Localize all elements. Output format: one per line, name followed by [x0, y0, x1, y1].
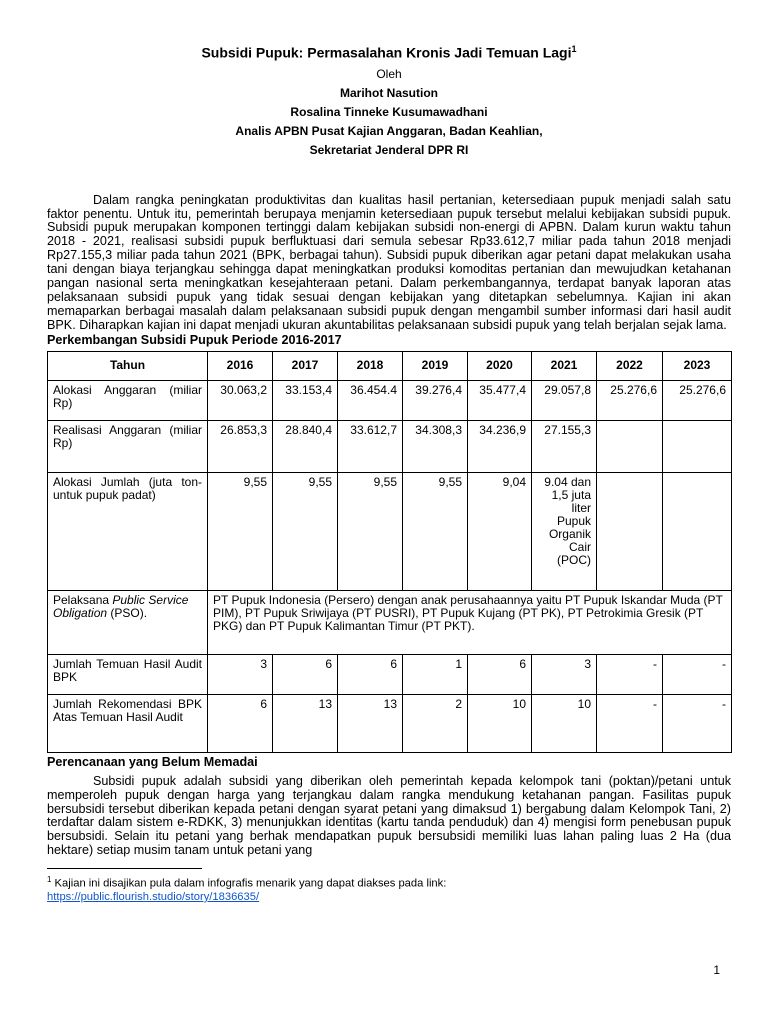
- table-cell: 9,55: [273, 472, 338, 590]
- table-cell: 9,55: [208, 472, 273, 590]
- table-row-pelaksana-pso: [48, 590, 732, 654]
- table-cell: -: [663, 654, 732, 694]
- table-cell: 10: [532, 694, 597, 752]
- row-label: [48, 590, 208, 654]
- table-cell-merged: PT Pupuk Indonesia (Persero) dengan anak perusahaannya yaitu PT Pupuk Iskandar Muda (PT PIM), PT Pupuk Sriwijaya (PT PUSRI), PT Pupuk Kujang (PT PK), PT Petrokimia Gresik (PT PKG) dan PT Pupuk Kalimantan Timur (PT PKT).: [208, 590, 732, 654]
- table-cell: 3: [532, 654, 597, 694]
- table-cell: 34.236,9: [468, 420, 532, 472]
- table-cell: 6: [273, 654, 338, 694]
- row-label: Alokasi Anggaran (miliar Rp): [48, 380, 208, 420]
- table-row-alokasi-jumlah: [48, 472, 732, 590]
- table-cell: [663, 472, 732, 590]
- table-cell: [663, 420, 732, 472]
- footnote-marker: 1: [47, 875, 52, 885]
- row-label: Jumlah Temuan Hasil Audit BPK: [48, 654, 208, 694]
- header-cell: 2023: [663, 351, 732, 380]
- table-row-alokasi-anggaran: [48, 380, 732, 420]
- footnote-divider: [47, 868, 202, 869]
- header-cell: 2018: [338, 351, 403, 380]
- table-cell: 3: [208, 654, 273, 694]
- author-1: Marihot Nasution: [340, 85, 438, 100]
- table-cell: 30.063,2: [208, 380, 273, 420]
- table-cell: 29.057,8: [532, 380, 597, 420]
- table-cell: 25.276,6: [663, 380, 732, 420]
- table-cell: 9,55: [403, 472, 468, 590]
- author-2: Rosalina Tinneke Kusumawadhani: [290, 104, 488, 119]
- table-cell: 9.04 dan 1,5 juta liter Pupuk Organik Cair (POC): [532, 472, 597, 590]
- table-cell: 13: [273, 694, 338, 752]
- table-cell: 28.840,4: [273, 420, 338, 472]
- table-cell: -: [663, 694, 732, 752]
- document-page: [47, 40, 731, 904]
- header-cell: Tahun: [48, 351, 208, 380]
- document-title: [47, 40, 731, 62]
- table-cell: [597, 420, 663, 472]
- subsidy-table: [47, 351, 732, 753]
- table-cell: 39.276,4: [403, 380, 468, 420]
- page-number: 1: [713, 963, 720, 977]
- header-cell: 2020: [468, 351, 532, 380]
- table-cell: 36.454.4: [338, 380, 403, 420]
- table-cell: 2: [403, 694, 468, 752]
- table-cell: -: [597, 694, 663, 752]
- table-cell: 34.308,3: [403, 420, 468, 472]
- row-label-italic: Public Service Obligation: [53, 592, 189, 620]
- row-label-prefix: Pelaksana: [53, 592, 113, 607]
- header-cell: 2019: [403, 351, 468, 380]
- footnote: [47, 873, 731, 904]
- table-section-title: Perkembangan Subsidi Pupuk Periode 2016-2017: [47, 332, 342, 347]
- table-cell: 9,55: [338, 472, 403, 590]
- footnote-link[interactable]: https://public.flourish.studio/story/1836635/: [47, 890, 260, 903]
- affiliation-line-2: Sekretariat Jenderal DPR RI: [309, 142, 469, 157]
- table-header-row: [48, 351, 732, 380]
- table-row-jumlah-temuan: [48, 654, 732, 694]
- table-cell: 27.155,3: [532, 420, 597, 472]
- header-cell: 2021: [532, 351, 597, 380]
- table-cell: 25.276,6: [597, 380, 663, 420]
- intro-paragraph: Dalam rangka peningkatan produktivitas dan kualitas hasil pertanian, ketersediaan pupuk menjadi salah satu faktor penentu. Untuk itu, pemerintah berupaya menjamin ketersediaan pupuk tersebut melalui kebijakan subsidi pupuk. Subsidi pupuk merupakan komponen tertinggi dalam kebijakan subsidi non-energi di APBN. Dalam kurun waktu tahun 2018 - 2021, realisasi subsidi pupuk berfluktuasi dari semula sebesar Rp33.612,7 miliar pada tahun 2018 menjadi Rp27.155,3 miliar pada tahun 2021 (BPK, berbagai tahun). Subsidi pupuk diberikan agar petani dapat melakukan usaha tani dengan biaya terjangkau sehingga dapat meningkatkan produksi komoditas pertanian dan mewujudkan ketahanan pangan nasional serta meningkatkan kesejahteraan petani. Dalam perkembangannya, terdapat banyak laporan atas pelaksanaan subsidi pupuk yang tidak sesuai dengan kebijakan yang ditetapkan sebelumnya. Kajian ini akan memaparkan berbagai masalah dalam pelaksanaan subsidi pupuk dengan mengambil sumber informasi dari hasil audit BPK. Diharapkan kajian ini dapat menjadi ukuran akuntabilitas pelaksanaan subsidi pupuk yang telah berjalan sejak lama.: [47, 192, 731, 332]
- section-2-title: Perencanaan yang Belum Memadai: [47, 754, 258, 769]
- header-cell: 2022: [597, 351, 663, 380]
- byline-oleh: Oleh: [376, 66, 402, 81]
- row-label: Jumlah Rekomendasi BPK Atas Temuan Hasil Audit: [48, 694, 208, 752]
- table-cell: 33.612,7: [338, 420, 403, 472]
- table-cell: 33.153,4: [273, 380, 338, 420]
- table-cell: 6: [468, 654, 532, 694]
- table-cell: 6: [208, 694, 273, 752]
- row-label: Alokasi Jumlah (juta ton-untuk pupuk padat): [48, 472, 208, 590]
- header-cell: 2016: [208, 351, 273, 380]
- title-text: Subsidi Pupuk: Permasalahan Kronis Jadi Temuan Lagi: [201, 44, 572, 61]
- table-cell: [597, 472, 663, 590]
- header-cell: 2017: [273, 351, 338, 380]
- table-cell: 9,04: [468, 472, 532, 590]
- affiliation-line-1: Analis APBN Pusat Kajian Anggaran, Badan Keahlian,: [235, 123, 543, 138]
- footnote-text: Kajian ini disajikan pula dalam infografis menarik yang dapat diakses pada link:: [51, 877, 447, 890]
- title-footnote-ref[interactable]: 1: [571, 44, 577, 54]
- section-2-paragraph: Subsidi pupuk adalah subsidi yang diberikan oleh pemerintah kepada kelompok tani (poktan)/petani untuk memperoleh pupuk dengan harga yang terjangkau dalam rangka mendukung ketahanan pangan. Fasilitas pupuk bersubsidi tersebut diberikan kepada petani dengan syarat petani yang dimaksud 1) bergabung dalam Kelompok Tani, 2) terdaftar dalam sistem e-RDKK, 3) menunjukkan identitas (kartu tanda penduduk) dan 4) mengisi form penebusan pupuk bersubsidi. Selain itu petani yang berhak mendapatkan pupuk bersubsidi memiliki luas lahan paling luas 2 Ha (dua hektare) setiap musim tanam untuk petani yang: [47, 773, 731, 858]
- table-row-realisasi-anggaran: [48, 420, 732, 472]
- table-cell: 1: [403, 654, 468, 694]
- table-cell: 26.853,3: [208, 420, 273, 472]
- table-cell: 6: [338, 654, 403, 694]
- row-label: Realisasi Anggaran (miliar Rp): [48, 420, 208, 472]
- table-cell: 10: [468, 694, 532, 752]
- table-cell: 35.477,4: [468, 380, 532, 420]
- table-cell: -: [597, 654, 663, 694]
- table-cell: 13: [338, 694, 403, 752]
- row-label-suffix: (PSO).: [107, 605, 148, 620]
- table-row-jumlah-rekomendasi: [48, 694, 732, 752]
